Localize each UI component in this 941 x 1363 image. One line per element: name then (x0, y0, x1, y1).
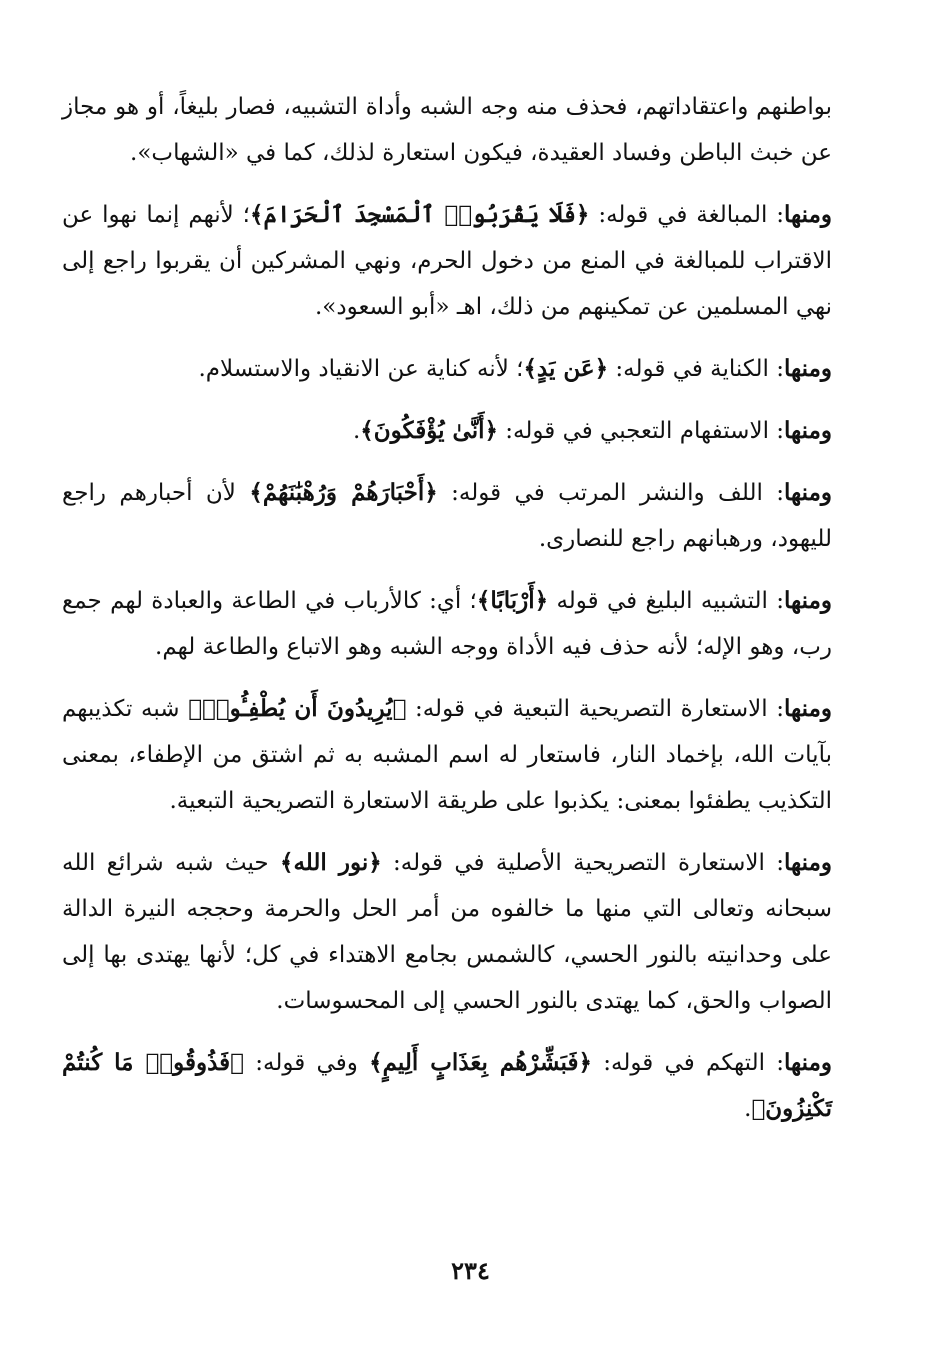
page-number: ٢٣٤ (451, 1256, 490, 1285)
quran-quote: ﴿أَحْبَارَهُمْ وَرُهْبَٰنَهُمْ﴾ (249, 479, 438, 506)
paragraph (62, 840, 832, 1024)
paragraph-text: . (744, 1096, 752, 1122)
paragraph-text: : التهكم في قوله: (591, 1050, 785, 1076)
paragraph-text: ؛ لأنه كناية عن الانقياد والاستسلام. (198, 356, 524, 382)
paragraph-text: : الاستعارة التصريحية الأصلية في قوله: (381, 850, 785, 876)
paragraph (62, 686, 832, 824)
paragraph-text: ؛ أي: كالأرباب في الطاعة والعبادة لهم جمع رب، وهو الإله؛ لأنه حذف فيه الأداة ووجه الشبه وهو الاتباع والطاعة لهم. (62, 588, 832, 660)
paragraph-lead: ومنها (784, 587, 832, 614)
paragraph-text: . (352, 418, 361, 444)
paragraph-lead: ومنها (784, 1049, 833, 1076)
paragraph-lead: ومنها (784, 355, 832, 382)
paragraph-text: بواطنهم واعتقاداتهم، فحذف منه وجه الشبه وأداة التشبيه، فصار بليغاً، أو هو مجاز عن خبث الباطن وفساد العقيدة، فيكون استعارة لذلك، كما في «الشهاب». (62, 94, 832, 166)
paragraph-lead: ومنها (784, 417, 832, 444)
paragraph (62, 470, 832, 562)
paragraph-text: لأن أحبارهم راجع لليهود، ورهبانهم راجع للنصارى. (62, 480, 832, 552)
paragraph-text: ؛ لأنهم إنما نهوا عن الاقتراب للمبالغة في المنع من دخول الحرم، ونهي المشركين أن يقربوا راجع إلى نهي المسلمين عن تمكينهم من ذلك، اهـ «أبو السعود». (62, 202, 832, 320)
paragraph-lead: ومنها (784, 849, 832, 876)
paragraph-text: : اللف والنشر المرتب في قوله: (437, 480, 785, 506)
paragraph (62, 84, 832, 176)
quran-quote: ﴿يُرِيدُونَ أَن يُطْفِـُٔوا۟﴾ (188, 695, 407, 722)
quran-quote: ﴿نور الله﴾ (279, 849, 382, 876)
quran-quote: ﴿فَذُوقُوا۟ مَا كُنتُمْ تَكْنِزُونَ﴾ (62, 1049, 832, 1122)
paragraph-text: : الكناية في قوله: (608, 356, 785, 382)
paragraph-lead: ومنها (784, 479, 833, 506)
paragraph-text: : الاستفهام التعجبي في قوله: (497, 418, 785, 444)
paragraph (62, 578, 832, 670)
quran-quote: ﴿أَنَّىٰ يُؤْفَكُونَ﴾ (360, 417, 498, 444)
paragraph-text: حيث شبه شرائع الله سبحانه وتعالى التي منها ما خالفوه من أمر الحل والحرمة وحججه النيرة الدالة على وحدانيته بالنور الحسي، كالشمس بجامع الاهتداء في كل؛ لأنها يهتدى بها إلى الصواب والحق، كما يهتدى بالنور الحسي إلى المحسوسات. (62, 850, 832, 1014)
paragraph-text: : الاستعارة التصريحية التبعية في قوله: (406, 696, 785, 722)
page-body (62, 84, 832, 1148)
quran-quote: ﴿فَلَا يَقْرَبُوا۟ ٱلْمَسْجِدَ ٱلْحَرَامَ﴾ (249, 201, 590, 228)
paragraph (62, 408, 832, 454)
quran-quote: ﴿فَبَشِّرْهُم بِعَذَابٍ أَلِيمٍ﴾ (369, 1049, 592, 1076)
paragraph (62, 1040, 832, 1132)
paragraph-lead: ومنها (784, 695, 832, 722)
paragraph-text: وفي قوله: (243, 1050, 370, 1076)
paragraph-text: شبه تكذيبهم بآيات الله، بإخماد النار، فاستعار له اسم المشبه به ثم اشتق من الإطفاء، بمعنى التكذيب يطفئوا بمعنى: يكذبوا على طريقة الاستعارة التصريحية التبعية. (62, 696, 832, 814)
paragraph-lead: ومنها (784, 201, 832, 228)
paragraph (62, 346, 832, 392)
quran-quote: ﴿عَن يَدٍ﴾ (523, 355, 609, 382)
paragraph (62, 192, 832, 330)
paragraph-text: : المبالغة في قوله: (589, 202, 785, 228)
paragraph-text: : التشبيه البليغ في قوله (548, 588, 785, 614)
quran-quote: ﴿أَرْبَابًا﴾ (476, 587, 549, 614)
